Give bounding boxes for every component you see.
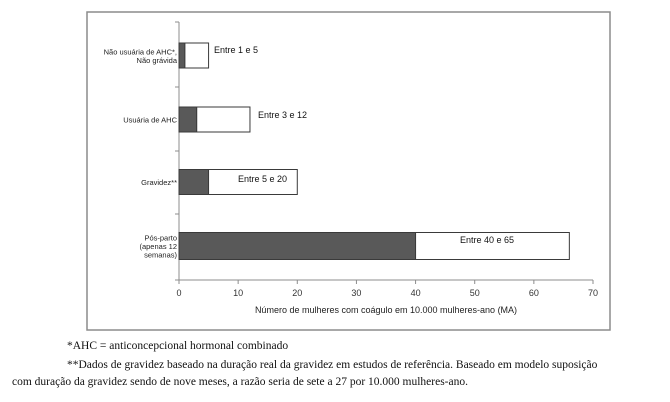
- category-label: Pós-parto: [144, 233, 177, 243]
- data-label: Entre 40 e 65: [460, 235, 515, 245]
- category-label: Não usuária de AHC*,: [103, 47, 177, 57]
- bar-segment-dark: [179, 107, 197, 132]
- category-label: semanas): [144, 250, 177, 260]
- bar-segment-light: [197, 107, 250, 132]
- x-tick-label: 60: [528, 288, 539, 298]
- bar-segment-light: [185, 43, 209, 68]
- bar-segment-dark: [179, 43, 185, 68]
- x-tick-label: 0: [176, 288, 182, 298]
- category-label: (apenas 12: [139, 242, 177, 251]
- bar-segment-dark: [179, 170, 209, 195]
- data-label: Entre 3 e 12: [258, 110, 308, 120]
- x-tick-label: 40: [410, 288, 421, 298]
- data-label: Entre 5 e 20: [238, 174, 288, 184]
- footnote-gravidez-cont: com duração da gravidez sendo de nove meses, a razão seria de sete a 27 por 10.000 mulheres-ano.: [12, 376, 468, 388]
- x-tick-label: 70: [587, 288, 599, 298]
- category-label: Usuária de AHC: [123, 115, 177, 125]
- category-label: Gravidez**: [141, 178, 177, 187]
- x-tick-label: 30: [351, 288, 362, 298]
- x-tick-label: 50: [469, 288, 480, 298]
- category-label: Não grávida: [136, 55, 177, 65]
- footnote-gravidez: **Dados de gravidez baseado na duração real da gravidez em estudos de referência. Baseado em modelo suposição: [67, 359, 598, 371]
- x-axis-title: Número de mulheres com coágulo em 10.000 mulheres-ano (MA): [254, 305, 518, 315]
- data-label: Entre 1 e 5: [214, 45, 259, 55]
- x-tick-label: 20: [292, 288, 303, 298]
- bar-segment-dark: [179, 233, 416, 260]
- x-tick-label: 10: [233, 288, 244, 298]
- footnote-ahc: *AHC = anticoncepcional hormonal combinado: [67, 340, 289, 352]
